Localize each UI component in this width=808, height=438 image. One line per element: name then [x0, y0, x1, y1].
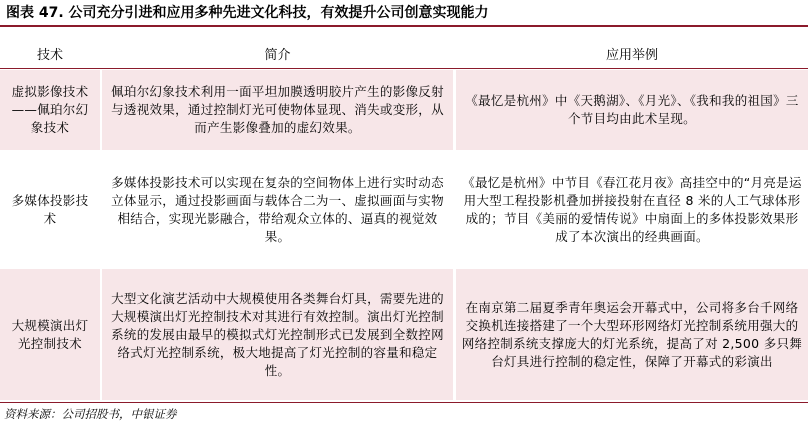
example-text: 《最忆是杭州》中《天鹅湖》、《月光》、《我和我的祖国》三个节目均由此术呈现。: [465, 93, 799, 126]
header-introduction: 简介: [264, 48, 291, 63]
header-divider: [0, 68, 808, 69]
example-cell: [456, 269, 808, 400]
source-divider: [0, 402, 808, 403]
technology-cell: [0, 70, 100, 150]
example-text: 在南京第二届夏季青年奥运会开幕式中，公司将多台千网络交换机连接搭建了一个大型环形网络灯光控制系统用强大的网络控制系统支撑庞大的灯光系统，提高了对 2,500 多只舞台灯具进行控制的稳定性，保障了开幕式的彩演出: [461, 299, 803, 369]
table-row: [0, 70, 808, 150]
header-technology: 技术: [36, 48, 63, 63]
introduction-text: 多媒体投影技术可以实现在复杂的空间物体上进行实时动态立体显示，通过投影画面与载体合二为一、虚拟画面与实物相结合，实现光影融合，带给观众立体的、逼真的视觉效果。: [111, 174, 444, 244]
introduction-cell: [102, 152, 453, 267]
source-note: 资料来源：公司招股书，中银证券: [4, 407, 177, 421]
figure-title: 图表 47. 公司充分引进和应用多种先进文化科技，有效提升公司创意实现能力: [6, 5, 489, 21]
technology-name: 大规模演出灯光控制技术: [11, 317, 89, 351]
example-cell: [456, 152, 808, 267]
technology-cell: [0, 269, 100, 400]
example-text: 《最忆是杭州》中节目《春江花月夜》高挂空中的“月亮是运用大型工程投影机叠加拼接投射在直径 8 米的人工气球体形成的；节目《美丽的爱情传说》中扇面上的多体投影效果形成了本次演出的经典画面。: [462, 174, 802, 244]
table-row: [0, 152, 808, 267]
title-divider: [0, 25, 808, 27]
table-row: [0, 269, 808, 400]
technology-name: 多媒体投影技术: [11, 192, 89, 226]
example-cell: [456, 70, 808, 150]
introduction-text: 大型文化演艺活动中大规模使用各类舞台灯具，需要先进的大规模演出灯光控制技术对其进行有效控制。演出灯光控制系统的发展由最早的模拟式灯光控制形式已发展到全数控网络式灯光控制系统，极大地提高了灯光控制的容量和稳定性。: [111, 290, 444, 378]
technology-cell: [0, 152, 100, 267]
technology-name: 虚拟影像技术——佩珀尔幻象技术: [11, 84, 89, 135]
header-application-example: 应用举例: [605, 48, 658, 63]
introduction-text: 佩珀尔幻象技术利用一面平坦加膜透明胶片产生的影像反射与透视效果，通过控制灯光可使物体显现、消失或变形，从而产生影像叠加的虚幻效果。: [111, 84, 444, 135]
introduction-cell: [102, 269, 453, 400]
introduction-cell: [102, 70, 453, 150]
